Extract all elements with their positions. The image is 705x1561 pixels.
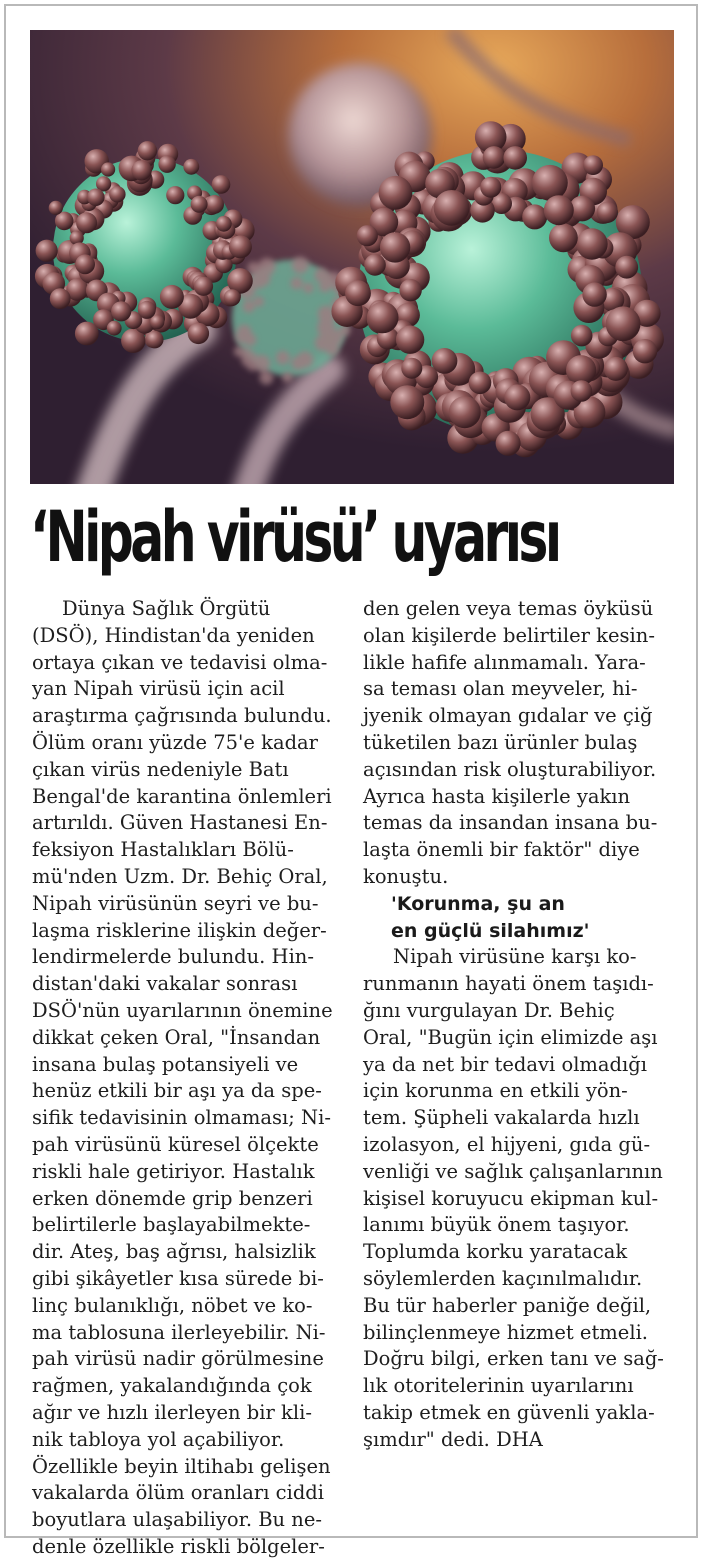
article-line: insana bulaş potansiyeli ve (32, 1052, 299, 1076)
article-line: riskli hale getiriyor. Hastalık (32, 1159, 315, 1183)
spike-shape (303, 283, 313, 293)
article-column-right (363, 596, 671, 1454)
spike-shape (544, 195, 574, 225)
spike-shape (75, 254, 95, 274)
article-line: Ayrıca hasta kişilerle yakın (363, 784, 631, 808)
article-line: araştırma çağrısında bulundu. (32, 704, 332, 728)
article-line: vakalarda ölüm oranları ciddi (32, 1481, 325, 1505)
article-line: Bu tür haberler paniğe değil, (363, 1293, 652, 1317)
spike-shape (379, 176, 413, 210)
article-line: denle özellikle riskli bölgeler- (32, 1534, 325, 1558)
article-line: takip etmek en güvenli yakla- (363, 1400, 655, 1424)
article-line: pah virüsü nadir görülmesine (32, 1347, 324, 1371)
spike-shape (50, 288, 71, 309)
article-line: söylemlerden kaçınılmalıdır. (363, 1266, 643, 1290)
spike-shape (138, 301, 156, 319)
article-line: Bengal'de karantina önlemleri (32, 784, 332, 808)
spike-shape (49, 201, 63, 215)
spike-shape (582, 282, 606, 306)
article-line: izolasyon, el hijyeni, gıda gü- (363, 1132, 651, 1156)
spike-shape (194, 277, 213, 296)
article-line: için korunma en etkili yön- (363, 1079, 628, 1103)
spike-shape (571, 325, 593, 347)
article-line: şımdır" dedi. DHA (363, 1427, 543, 1451)
article-line: laşma risklerine ilişkin değer- (32, 918, 327, 942)
spike-shape (367, 302, 399, 334)
spike-shape (254, 296, 264, 306)
spike-shape (357, 225, 378, 246)
spike-shape (109, 186, 125, 202)
article-line: tüketilen bazı ürünler bulaş (363, 730, 638, 754)
article-line: pah virüsünü küresel ölçekte (32, 1132, 319, 1156)
spike-shape (292, 259, 303, 270)
article-line: (DSÖ), Hindistan'da yeniden (32, 623, 315, 647)
spike-shape (633, 339, 657, 363)
spike-shape (260, 371, 274, 385)
spike-shape (255, 271, 271, 287)
article-line: lendirmelerde bulundu. Hin- (32, 945, 314, 969)
article-line: kişisel koruyucu ekipman kul- (363, 1186, 659, 1210)
article-line: dikkat çeken Oral, "İnsandan (32, 1025, 321, 1049)
spike-shape (75, 322, 99, 346)
spike-shape (522, 204, 547, 229)
spike-shape (291, 356, 305, 370)
spike-shape (597, 202, 618, 223)
spike-shape (364, 254, 386, 276)
spike-shape (76, 212, 97, 233)
article-line: linç bulanıklığı, nöbet ve ko- (32, 1293, 313, 1317)
article-line: ortaya çıkan ve tedavisi olma- (32, 650, 328, 674)
article-line: ğını vurgulayan Dr. Behiç (363, 998, 615, 1022)
article-line: sifik tedavisinin olmaması; Ni- (32, 1106, 331, 1130)
spike-shape (247, 358, 260, 371)
spike-shape (396, 326, 424, 354)
article-line: Oral, "Bugün için elimizde aşı (363, 1025, 658, 1049)
spike-shape (216, 216, 232, 232)
spike-shape (205, 195, 224, 214)
article-line: yan Nipah virüsü için acil (32, 677, 285, 701)
article-line: dir. Ateş, baş ağrısı, halsizlik (32, 1240, 316, 1264)
spike-shape (291, 277, 303, 289)
article-line: erken dönemde grip benzeri (32, 1186, 313, 1210)
article-line: DSÖ'nün uyarılarının önemine (32, 998, 333, 1022)
article-line: feksiyon Hastalıkları Bölü- (32, 838, 294, 862)
article-line: Dünya Sağlık Örgütü (62, 597, 271, 620)
article-line: temas da insandan insana bu- (363, 811, 658, 835)
spike-shape (380, 232, 410, 262)
spike-shape (101, 162, 115, 176)
spike-shape (229, 235, 252, 258)
spike-shape (571, 380, 593, 402)
article-line: ma tablosuna ilerleyebilir. Ni- (32, 1320, 326, 1344)
spike-shape (160, 285, 184, 309)
spike-shape (401, 358, 422, 379)
hero-image (30, 30, 674, 484)
spike-shape (131, 160, 151, 180)
spike-shape (504, 384, 530, 410)
article-line: likle hafife alınmamalı. Yara- (363, 650, 646, 674)
spike-shape (583, 155, 603, 175)
spike-shape (480, 177, 501, 198)
spike-shape (107, 321, 122, 336)
article-column-left (32, 596, 337, 1561)
article-line: açısından risk oluşturabiliyor. (363, 757, 657, 781)
article-line: Nipah virüsünün seyri ve bu- (32, 891, 319, 915)
spike-shape (606, 306, 641, 341)
article-line: lık otoritelerinin uyarılarını (363, 1374, 634, 1398)
spike-shape (224, 289, 241, 306)
article-line: bilinçlenmeye hizmet etmeli. (363, 1320, 649, 1344)
article-line: nik tabloya yol açabiliyor. (32, 1427, 285, 1451)
spike-shape (183, 159, 199, 175)
article-line: Doğru bilgi, erken tanı ve sağ- (363, 1347, 664, 1371)
article-line: olan kişilerde belirtiler kesin- (363, 623, 655, 647)
spike-shape (532, 165, 568, 201)
article-line: konuştu. (363, 864, 449, 888)
spike-shape (87, 189, 105, 207)
spike-shape (36, 240, 58, 262)
article-line: runmanın hayati önem taşıdı- (363, 972, 654, 996)
spike-shape (146, 331, 164, 349)
subheading-line: en güçlü silahımız' (391, 919, 590, 942)
article-line: lanımı büyük önem taşıyor. (363, 1213, 630, 1237)
article-line: gibi şikâyetler kısa sürede bi- (32, 1266, 324, 1290)
article-line: Ölüm oranı yüzde 75'e kadar (32, 730, 319, 754)
spike-shape (576, 228, 607, 259)
spike-shape (240, 348, 252, 360)
article-line: distan'daki vakalar sonrası (32, 972, 298, 996)
spike-shape (276, 351, 290, 365)
article-line: artırıldı. Güven Hastanesi En- (32, 811, 328, 835)
spike-shape (469, 372, 492, 395)
spike-shape (166, 186, 184, 204)
subheading-line: 'Korunma, şu an (391, 892, 565, 915)
article-line: boyutlara ulaşabiliyor. Bu ne- (32, 1508, 322, 1532)
article-line: den gelen veya temas öyküsü (363, 597, 654, 620)
spike-shape (503, 146, 527, 170)
spike-shape (483, 146, 506, 169)
virus-illustration (30, 30, 674, 484)
article-line: belirtilerle başlayabilmekte- (32, 1213, 311, 1237)
spike-shape (138, 141, 157, 160)
article-line: rağmen, yakalandığında çok (32, 1374, 312, 1398)
spike-shape (188, 323, 209, 344)
article-line: çıkan virüs nedeniyle Batı (32, 757, 289, 781)
article-line: mü'nden Uzm. Dr. Behiç Oral, (32, 864, 328, 888)
article-line: Toplumda korku yaratacak (363, 1240, 628, 1264)
spike-shape (319, 281, 330, 292)
spike-shape (244, 334, 256, 346)
spike-shape (345, 280, 371, 306)
spike-shape (399, 279, 421, 301)
spike-shape (212, 175, 231, 194)
spike-shape (158, 156, 175, 173)
article-line: jyenik olmayan gıdalar ve çiğ (363, 704, 653, 728)
headline: ‘Nipah virüsü’ uyarısı (30, 496, 559, 578)
spike-shape (282, 372, 293, 383)
spike-shape (111, 301, 131, 321)
spike-shape (243, 300, 255, 312)
article-line: Özellikle beyin iltihabı gelişen (32, 1454, 331, 1478)
article-line: ya da net bir tedavi olmadığı (363, 1052, 647, 1076)
article-line: Nipah virüsüne karşı ko- (393, 945, 637, 969)
spike-shape (434, 190, 470, 226)
article-line: venliği ve sağlık çalışanlarının (363, 1159, 663, 1183)
spike-shape (449, 396, 481, 428)
article-line: tem. Şüpheli vakalarda hızlı (363, 1106, 640, 1130)
spike-shape (615, 256, 638, 279)
spike-shape (318, 306, 334, 322)
spike-shape (604, 357, 628, 381)
spike-shape (549, 223, 578, 252)
article-line: sa teması olan meyveler, hi- (363, 677, 638, 701)
spike-shape (390, 385, 424, 419)
article-line: ağır ve hızlı ilerleyen bir kli- (32, 1400, 312, 1424)
article-line: laşta önemli bir faktör" diye (363, 838, 640, 862)
article-line: henüz etkili bir aşı ya da spe- (32, 1079, 322, 1103)
spike-shape (191, 196, 208, 213)
spike-shape (432, 348, 458, 374)
spike-shape (496, 431, 521, 456)
spike-shape (314, 268, 329, 283)
